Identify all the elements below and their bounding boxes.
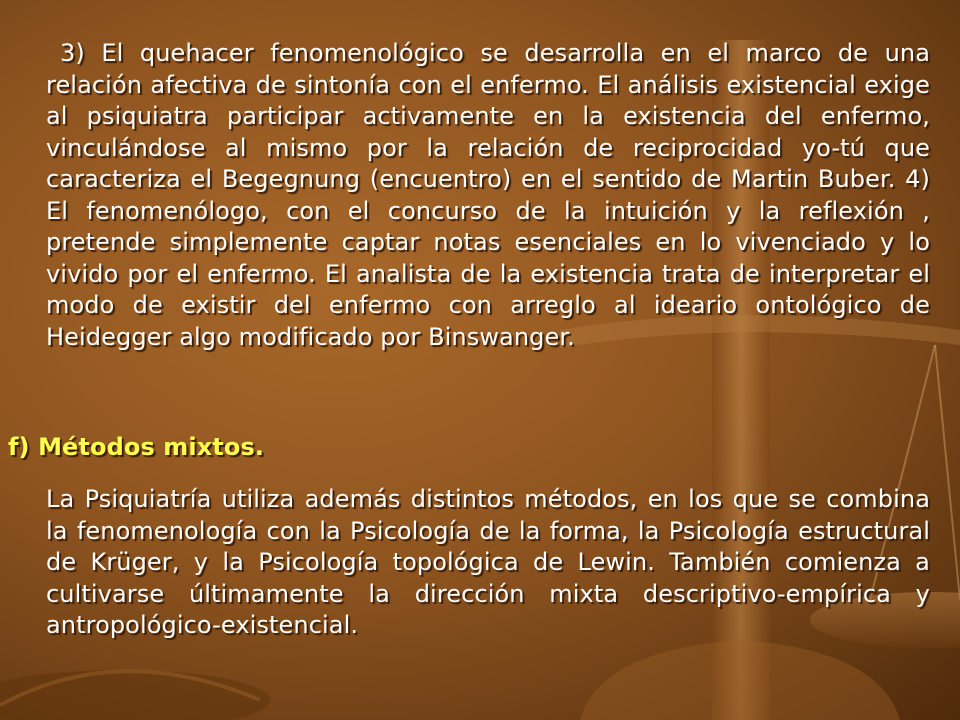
body-paragraph-2: La Psiquiatría utiliza además distintos métodos, en los que se combina la fenomenología con la Psicología de la forma, la Psicología estructural de Krüger, y la Psicología topológica de Lewin. También comienza a cultivarse últimamente la dirección mixta descriptivo-empírica y antropológico-existencial. — [46, 485, 930, 639]
section-heading: f) Métodos mixtos. — [8, 433, 265, 461]
scale-pan-left — [0, 670, 270, 720]
scale-base — [580, 640, 900, 720]
scale-string — [935, 345, 960, 600]
body-paragraph-1: 3) El quehacer fenomenológico se desarrolla en el marco de una relación afectiva de sintonía con el enfermo. El análisis existencial exige al psiquiatra participar activamente en la existencia del enfermo, vinculándose al mismo por la relación de reciprocidad yo-tú que caracteriza el Begegnung (encuentro) en el sentido de Martin Buber. 4) El fenomenólogo, con el concurso de la intuición y la reflexión , pretende simplemente captar notas esenciales en lo vivenciado y lo vivido por el enfermo. El analista de la existencia trata de interpretar el modo de existir del enfermo con arreglo al ideario ontológico de Heidegger algo modificado por Binswanger. — [46, 39, 930, 351]
